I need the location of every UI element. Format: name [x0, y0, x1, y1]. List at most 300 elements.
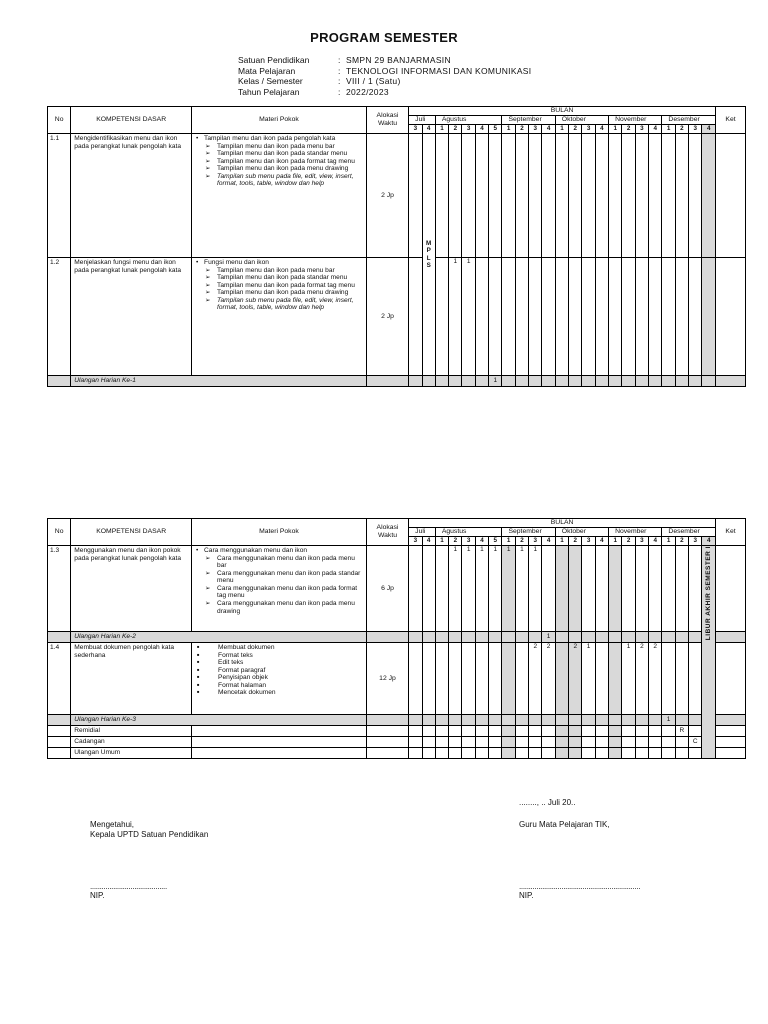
- week-cell: [555, 643, 568, 715]
- table-row-ulangan-umum: [48, 748, 746, 759]
- week-cell: [635, 726, 648, 737]
- info-row-subject: [238, 66, 531, 77]
- week-cell: 1: [515, 546, 528, 632]
- week-cell: [609, 258, 622, 376]
- week-cell: [475, 632, 488, 643]
- week-cell: [515, 737, 528, 748]
- week-cell: [609, 134, 622, 258]
- week-cell: [542, 546, 555, 632]
- header-materi: Materi Pokok: [192, 519, 367, 546]
- week-cell: [435, 632, 448, 643]
- week-cell: [555, 737, 568, 748]
- week-cell: [649, 737, 662, 748]
- week-cell: [675, 632, 688, 643]
- week-cell: [515, 726, 528, 737]
- header-month: Desember: [662, 528, 716, 537]
- header-month: Agustus: [435, 116, 502, 125]
- header-week: 4: [649, 125, 662, 134]
- week-cell: [462, 726, 475, 737]
- week-cell: [609, 748, 622, 759]
- week-cell: [489, 632, 502, 643]
- week-cell: [609, 737, 622, 748]
- row-number: 1.3: [48, 546, 71, 632]
- competency-cell: Menggunakan menu dan ikon pokok pada perangkat lunak pengolah kata: [71, 546, 192, 632]
- week-cell: [502, 748, 515, 759]
- week-cell: [569, 632, 582, 643]
- week-cell: [422, 715, 435, 726]
- ket-cell: [716, 258, 746, 376]
- week-cell: [409, 376, 422, 387]
- info-value: TEKNOLOGI INFORMASI DAN KOMUNIKASI: [346, 65, 532, 76]
- week-cell: [489, 134, 502, 258]
- week-cell: [515, 748, 528, 759]
- header-week: 3: [582, 125, 595, 134]
- schedule-table-1: [47, 106, 746, 387]
- row-label: Remidial: [71, 726, 192, 737]
- week-cell: [702, 134, 716, 258]
- header-alokasi: Alokasi Waktu: [366, 519, 408, 546]
- info-value: VIII / 1 (Satu): [346, 76, 401, 86]
- week-cell: [542, 715, 555, 726]
- header-week: 3: [689, 537, 702, 546]
- week-cell: [435, 726, 448, 737]
- header-week: 2: [515, 125, 528, 134]
- info-row-class: [238, 76, 531, 87]
- week-cell: [622, 258, 635, 376]
- week-cell: [515, 258, 528, 376]
- week-cell: [609, 715, 622, 726]
- info-value: 2022/2023: [346, 86, 389, 97]
- header-no: No: [48, 107, 71, 134]
- week-cell: [529, 632, 542, 643]
- week-cell: [475, 376, 488, 387]
- week-cell: [529, 715, 542, 726]
- week-cell: [622, 737, 635, 748]
- ket-cell: [716, 715, 746, 726]
- week-cell: [542, 134, 555, 258]
- week-cell: [569, 546, 582, 632]
- week-cell: [475, 134, 488, 258]
- week-cell: [702, 258, 716, 376]
- header-week: 3: [689, 125, 702, 134]
- row-label: Cadangan: [71, 737, 192, 748]
- header-week: 3: [582, 537, 595, 546]
- week-cell: [649, 748, 662, 759]
- week-cell: [475, 643, 488, 715]
- header-week: 1: [435, 125, 448, 134]
- week-cell: [595, 715, 608, 726]
- week-cell: [409, 737, 422, 748]
- week-cell: [502, 134, 515, 258]
- signature-left-label1: Mengetahui,: [90, 820, 135, 829]
- header-week: 2: [675, 125, 688, 134]
- week-cell: [689, 134, 702, 258]
- week-cell: [582, 632, 595, 643]
- week-cell: [675, 546, 688, 632]
- week-cell: [489, 748, 502, 759]
- material-sub: ➢ Cara menggunakan menu dan ikon pada menu drawing: [204, 600, 363, 615]
- material-sub: ➢ Tampilan menu dan ikon pada standar menu: [204, 150, 363, 158]
- header-month: Juli: [409, 116, 436, 125]
- row-number: 1.4: [48, 643, 71, 715]
- week-cell: [595, 726, 608, 737]
- material-sub: ➢ Tampilan menu dan ikon pada menu bar: [204, 267, 363, 275]
- info-row-school: [238, 55, 531, 66]
- week-cell: [649, 546, 662, 632]
- info-label: Satuan Pendidikan: [238, 55, 310, 65]
- header-month: Oktober: [555, 116, 608, 125]
- week-cell: [462, 715, 475, 726]
- week-cell: [475, 715, 488, 726]
- header-month: Desember: [662, 116, 716, 125]
- week-cell: [662, 726, 675, 737]
- week-cell: [435, 546, 448, 632]
- week-cell: [649, 134, 662, 258]
- week-cell: [555, 632, 568, 643]
- week-cell: [595, 643, 608, 715]
- week-cell: [609, 632, 622, 643]
- week-cell: [595, 632, 608, 643]
- page-title: PROGRAM SEMESTER: [310, 30, 458, 45]
- week-cell: [635, 737, 648, 748]
- table-row: [48, 258, 746, 376]
- signature-left-nip: NIP.: [90, 891, 105, 900]
- signature-right-line: ...............................................................: [519, 882, 641, 891]
- week-cell: [689, 376, 702, 387]
- row-label: Ulangan Umum: [71, 748, 192, 759]
- week-cell: [555, 134, 568, 258]
- info-label: Mata Pelajaran: [238, 65, 296, 76]
- week-cell: [635, 632, 648, 643]
- material-cell: [192, 258, 367, 376]
- identity-block: [238, 55, 531, 97]
- week-cell: [649, 258, 662, 376]
- header-week: 1: [555, 537, 568, 546]
- header-week: 4: [475, 125, 488, 134]
- week-cell: [409, 134, 422, 258]
- material-item: ■ Mencetak dokumen: [194, 689, 363, 697]
- header-week: 3: [409, 537, 422, 546]
- week-cell: [582, 376, 595, 387]
- signature-right-nip: NIP.: [519, 891, 534, 900]
- header-week: 2: [569, 537, 582, 546]
- week-cell: [422, 748, 435, 759]
- week-cell: 1: [475, 546, 488, 632]
- header-month: Agustus: [435, 528, 502, 537]
- week-cell: [622, 748, 635, 759]
- material-sub: ➢ Tampilan menu dan ikon pada format tag menu: [204, 282, 363, 290]
- week-cell: [422, 546, 435, 632]
- week-cell: [489, 726, 502, 737]
- week-cell: [435, 258, 448, 376]
- week-cell: [502, 715, 515, 726]
- week-cell: [515, 376, 528, 387]
- week-cell: [462, 643, 475, 715]
- material-item: ■ Edit teks: [194, 659, 363, 667]
- week-cell: [649, 376, 662, 387]
- ket-cell: [716, 737, 746, 748]
- table-row: [48, 134, 746, 258]
- material-item: ■ Format paragraf: [194, 667, 363, 675]
- week-cell: [569, 258, 582, 376]
- week-cell: [689, 258, 702, 376]
- week-cell: [515, 632, 528, 643]
- week-cell: [635, 546, 648, 632]
- week-cell: [422, 737, 435, 748]
- week-cell: [622, 726, 635, 737]
- header-week: 2: [569, 125, 582, 134]
- signature-date: ........, .. Juli 20..: [519, 798, 576, 807]
- week-cell: [462, 632, 475, 643]
- week-cell: [595, 737, 608, 748]
- week-cell: [422, 632, 435, 643]
- header-bulan: BULAN: [409, 519, 716, 528]
- week-cell: [662, 643, 675, 715]
- week-cell: [409, 546, 422, 632]
- header-week: 4: [542, 537, 555, 546]
- week-cell: [449, 134, 462, 258]
- week-cell: [609, 546, 622, 632]
- time-allocation: 2 Jp: [366, 258, 408, 376]
- week-cell: [675, 643, 688, 715]
- week-cell: [529, 726, 542, 737]
- week-cell: [675, 715, 688, 726]
- week-cell: [449, 643, 462, 715]
- header-week: 1: [555, 125, 568, 134]
- week-cell: [582, 748, 595, 759]
- week-cell: C: [689, 737, 702, 748]
- table-row-remidial: [48, 726, 746, 737]
- header-kompetensi: KOMPETENSI DASAR: [71, 107, 192, 134]
- week-cell: 1: [462, 546, 475, 632]
- header-week: 1: [609, 125, 622, 134]
- week-cell: [449, 726, 462, 737]
- header-week: 1: [609, 537, 622, 546]
- info-sep: :: [338, 76, 341, 86]
- week-cell: [409, 632, 422, 643]
- header-week: 4: [422, 125, 435, 134]
- week-cell: [689, 726, 702, 737]
- table-row-cadangan: [48, 737, 746, 748]
- week-cell: [662, 748, 675, 759]
- header-week: 4: [595, 537, 608, 546]
- header-month: September: [502, 116, 555, 125]
- week-cell: 2: [542, 643, 555, 715]
- row-number: 1.1: [48, 134, 71, 258]
- week-cell: [662, 737, 675, 748]
- header-week: 4: [475, 537, 488, 546]
- week-cell: [649, 726, 662, 737]
- table-row-ulangan-3: [48, 715, 746, 726]
- info-label: Tahun Pelajaran: [238, 86, 300, 97]
- week-cell: [582, 134, 595, 258]
- week-cell: [635, 376, 648, 387]
- schedule-table-2: [47, 518, 746, 759]
- week-cell: [435, 737, 448, 748]
- material-item: ■ Membuat dokumen: [194, 644, 363, 652]
- week-cell: [435, 376, 448, 387]
- header-ket: Ket: [716, 519, 746, 546]
- header-week: 2: [449, 125, 462, 134]
- libur-label: LIBUR AKHIR SEMESTER I: [704, 546, 712, 641]
- ket-cell: [716, 134, 746, 258]
- info-sep: :: [338, 65, 341, 76]
- week-cell: [702, 376, 716, 387]
- header-week: 3: [529, 125, 542, 134]
- week-cell: [422, 643, 435, 715]
- week-cell: [689, 748, 702, 759]
- header-week: 3: [462, 537, 475, 546]
- signature-left-label2: Kepala UPTD Satuan Pendidikan: [90, 830, 209, 839]
- week-cell: [595, 258, 608, 376]
- week-cell: [569, 715, 582, 726]
- week-cell: 1: [622, 643, 635, 715]
- week-cell: [489, 715, 502, 726]
- info-value: SMPN 29 BANJARMASIN: [346, 55, 451, 65]
- table-row: [48, 546, 746, 632]
- week-cell: [649, 715, 662, 726]
- material-sub: ➢ Tampilan menu dan ikon pada menu drawing: [204, 165, 363, 173]
- week-cell: [449, 715, 462, 726]
- header-week: 2: [622, 125, 635, 134]
- header-kompetensi: KOMPETENSI DASAR: [71, 519, 192, 546]
- week-cell: [515, 715, 528, 726]
- material-main-text: Fungsi menu dan ikon: [204, 259, 269, 266]
- material-cell: [192, 643, 367, 715]
- header-week: 3: [409, 125, 422, 134]
- week-cell: [542, 258, 555, 376]
- header-week: 4: [422, 537, 435, 546]
- week-cell: [542, 748, 555, 759]
- ket-cell: [716, 748, 746, 759]
- week-cell: [555, 376, 568, 387]
- week-cell: [409, 643, 422, 715]
- header-week: 3: [529, 537, 542, 546]
- week-cell: [622, 376, 635, 387]
- ket-cell: [716, 376, 746, 387]
- week-cell: [542, 376, 555, 387]
- week-cell: [555, 258, 568, 376]
- ulangan-label: Ulangan Harian Ke-1: [71, 376, 367, 387]
- week-cell: [662, 546, 675, 632]
- week-cell: [689, 643, 702, 715]
- week-cell: [515, 134, 528, 258]
- header-week: 1: [662, 537, 675, 546]
- week-cell: [529, 258, 542, 376]
- week-cell: [635, 748, 648, 759]
- header-no: No: [48, 519, 71, 546]
- week-cell: [502, 726, 515, 737]
- week-cell: [502, 632, 515, 643]
- competency-cell: Menjelaskan fungsi menu dan ikon pada perangkat lunak pengolah kata: [71, 258, 192, 376]
- week-cell: [635, 134, 648, 258]
- week-cell: [582, 726, 595, 737]
- week-cell: [662, 376, 675, 387]
- signature-left-line: ........................................: [90, 882, 167, 891]
- material-main: [194, 259, 363, 312]
- week-cell: [595, 376, 608, 387]
- libur-column: [702, 546, 716, 759]
- header-month: November: [609, 528, 662, 537]
- week-cell: [635, 715, 648, 726]
- week-cell: [462, 737, 475, 748]
- mpls-letter: S: [426, 262, 431, 269]
- week-cell: [595, 134, 608, 258]
- header-week: 5: [489, 537, 502, 546]
- week-cell: [475, 258, 488, 376]
- week-cell: [502, 737, 515, 748]
- week-cell: [622, 134, 635, 258]
- header-bulan: BULAN: [409, 107, 716, 116]
- week-cell: [555, 726, 568, 737]
- week-cell: [555, 748, 568, 759]
- ulangan-label: Ulangan Harian Ke-3: [71, 715, 367, 726]
- time-allocation: 12 Jp: [366, 643, 408, 715]
- week-cell: [622, 715, 635, 726]
- week-cell: [489, 737, 502, 748]
- week-cell: [409, 748, 422, 759]
- table-header: [48, 107, 746, 134]
- week-cell: [595, 748, 608, 759]
- week-cell: [489, 258, 502, 376]
- week-cell: [689, 632, 702, 643]
- ket-cell: [716, 632, 746, 643]
- week-cell: [675, 134, 688, 258]
- week-cell: 1: [529, 546, 542, 632]
- header-week: 3: [635, 537, 648, 546]
- material-sub: ➢ Tampilan menu dan ikon pada menu bar: [204, 143, 363, 151]
- ket-cell: [716, 643, 746, 715]
- week-cell: [409, 726, 422, 737]
- table-row-ulangan-1: [48, 376, 746, 387]
- material-item: ■ Format halaman: [194, 682, 363, 690]
- header-week: 1: [435, 537, 448, 546]
- week-cell: [649, 632, 662, 643]
- header-week: 4: [542, 125, 555, 134]
- material-main-text: Cara menggunakan menu dan ikon: [204, 547, 308, 554]
- week-cell: [569, 134, 582, 258]
- week-cell: [475, 748, 488, 759]
- week-cell: [689, 715, 702, 726]
- week-cell: [435, 748, 448, 759]
- material-sub: ➢ Tampilan menu dan ikon pada menu drawing: [204, 289, 363, 297]
- week-cell: [409, 258, 422, 376]
- week-cell: [489, 643, 502, 715]
- week-cell: [462, 376, 475, 387]
- week-cell: [529, 748, 542, 759]
- signature-left: [90, 820, 208, 840]
- week-cell: 1: [462, 258, 475, 376]
- material-main: [194, 135, 363, 188]
- header-week: 3: [635, 125, 648, 134]
- week-cell: 1: [582, 643, 595, 715]
- mpls-column: [422, 134, 435, 376]
- week-cell: [555, 546, 568, 632]
- week-cell: R: [675, 726, 688, 737]
- week-cell: [435, 643, 448, 715]
- info-sep: :: [338, 86, 341, 97]
- week-cell: 1: [489, 546, 502, 632]
- table-header: [48, 519, 746, 546]
- ket-cell: [716, 726, 746, 737]
- header-week: 2: [515, 537, 528, 546]
- header-week: 2: [622, 537, 635, 546]
- week-cell: [462, 748, 475, 759]
- header-week: 3: [462, 125, 475, 134]
- ulangan-label: Ulangan Harian Ke-2: [71, 632, 367, 643]
- mpls-letter: L: [426, 254, 431, 262]
- header-week: 2: [675, 537, 688, 546]
